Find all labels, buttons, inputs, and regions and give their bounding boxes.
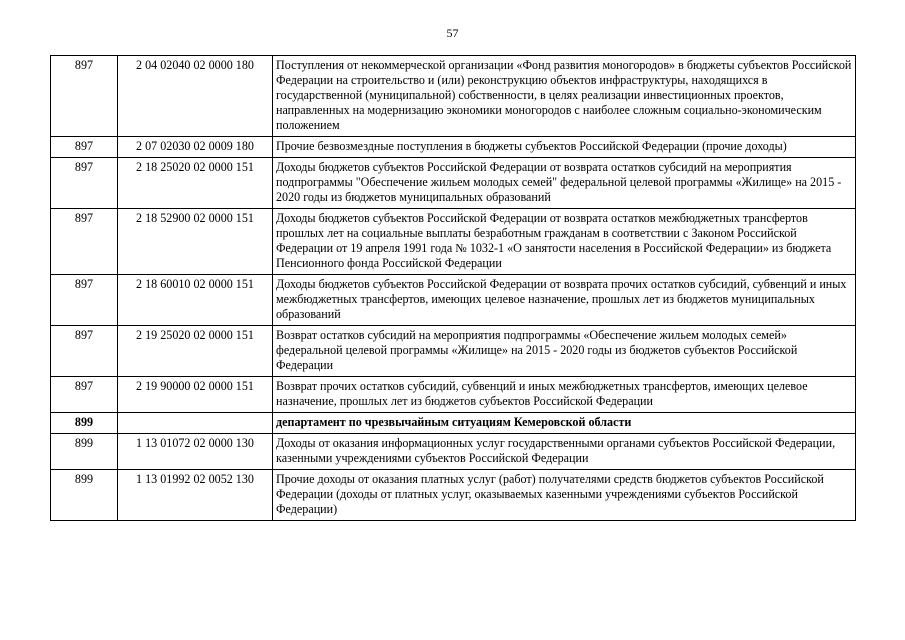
admin-code-cell: 897	[51, 275, 118, 326]
income-name-cell: Прочие доходы от оказания платных услуг (работ) получателями средств бюджетов субъектов Российской Федерации (доходы от платных услуг, оказываемых казенными учреждениями субъектов Российской Федерации)	[273, 470, 856, 521]
income-name-cell: Доходы от оказания информационных услуг государственными органами субъектов Российской Федерации, казенными учреждениями субъектов Российской Федерации	[273, 434, 856, 470]
budget-code-cell: 2 19 25020 02 0000 151	[118, 326, 273, 377]
income-name-cell: Возврат остатков субсидий на мероприятия подпрограммы «Обеспечение жильем молодых семей» федеральной целевой программы «Жилище» на 2015 - 2020 годы из бюджетов субъектов Российской Федерации	[273, 326, 856, 377]
income-name-cell: Поступления от некоммерческой организации «Фонд развития моногородов» в бюджеты субъектов Российской Федерации на строительство и (или) реконструкцию объектов инфраструктуры, находящихся в государственной (муниципальной) собственности, в целях реализации инвестиционных проектов, направленных на модернизацию экономики моногородов с наиболее сложным социально-экономическим положением	[273, 56, 856, 137]
table-row	[51, 137, 856, 158]
budget-code-cell: 1 13 01072 02 0000 130	[118, 434, 273, 470]
admin-code-cell: 899	[51, 434, 118, 470]
budget-code-cell: 1 13 01992 02 0052 130	[118, 470, 273, 521]
income-name-cell: Возврат прочих остатков субсидий, субвенций и иных межбюджетных трансфертов, имеющих целевое назначение, прошлых лет из бюджетов субъектов Российской Федерации	[273, 377, 856, 413]
budget-code-cell: 2 04 02040 02 0000 180	[118, 56, 273, 137]
admin-code-cell: 899	[51, 470, 118, 521]
admin-code-cell: 897	[51, 158, 118, 209]
admin-code-cell: 897	[51, 326, 118, 377]
table-row	[51, 377, 856, 413]
budget-code-cell: 2 18 25020 02 0000 151	[118, 158, 273, 209]
income-name-cell: Доходы бюджетов субъектов Российской Федерации от возврата прочих остатков субсидий, субвенций и иных межбюджетных трансфертов, имеющих целевое назначение, прошлых лет из бюджетов муниципальных образований	[273, 275, 856, 326]
income-name-cell: Прочие безвозмездные поступления в бюджеты субъектов Российской Федерации (прочие доходы)	[273, 137, 856, 158]
administrator-name-cell: департамент по чрезвычайным ситуациям Кемеровской области	[273, 413, 856, 434]
table-row	[51, 470, 856, 521]
budget-code-cell: 2 18 60010 02 0000 151	[118, 275, 273, 326]
budget-code-cell: 2 19 90000 02 0000 151	[118, 377, 273, 413]
administrator-heading-row	[51, 413, 856, 434]
admin-code-cell: 897	[51, 377, 118, 413]
budget-code-cell: 2 07 02030 02 0009 180	[118, 137, 273, 158]
table-row	[51, 326, 856, 377]
admin-code-cell: 897	[51, 56, 118, 137]
table-row	[51, 158, 856, 209]
page-number: 57	[446, 26, 459, 40]
admin-code-cell: 899	[51, 413, 118, 434]
table-row	[51, 275, 856, 326]
income-name-cell: Доходы бюджетов субъектов Российской Федерации от возврата остатков межбюджетных трансфертов прошлых лет на социальные выплаты безработным гражданам в соответствии с Законом Российской Федерации от 19 апреля 1991 года № 1032-1 «О занятости населения в Российской Федерации» из бюджета Пенсионного фонда Российской Федерации	[273, 209, 856, 275]
budget-code-cell: 2 18 52900 02 0000 151	[118, 209, 273, 275]
admin-code-cell: 897	[51, 209, 118, 275]
budget-classification-table	[50, 55, 856, 521]
table-row	[51, 209, 856, 275]
table-row	[51, 434, 856, 470]
income-name-cell: Доходы бюджетов субъектов Российской Федерации от возврата остатков субсидий на мероприятия подпрограммы "Обеспечение жильем молодых семей" федеральной целевой программы «Жилище» на 2015 - 2020 годы из бюджетов муниципальных образований	[273, 158, 856, 209]
admin-code-cell: 897	[51, 137, 118, 158]
table-row	[51, 56, 856, 137]
budget-code-cell	[118, 413, 273, 434]
